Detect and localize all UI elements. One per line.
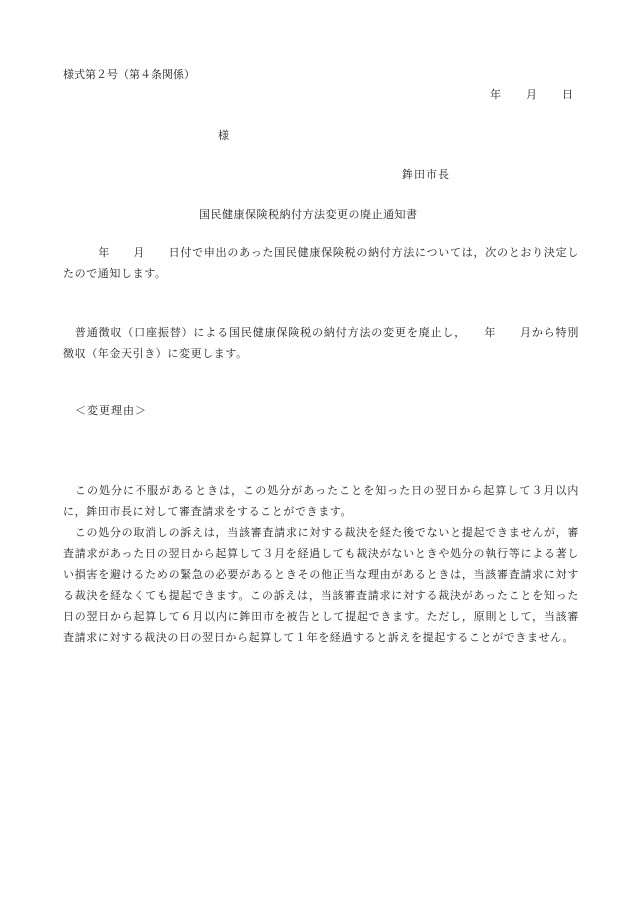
notice-paragraph-1: この処分に不服があるときは，この処分があったことを知った日の翌日から起算して３月以内に，鉾田市長に対して審査請求をすることができます。 <box>63 484 579 518</box>
date-line: 年 月 日 <box>490 88 574 101</box>
addressee-suffix: 様 <box>218 129 229 142</box>
sender-name: 鉾田市長 <box>402 168 450 181</box>
reason-heading: ＜変更理由＞ <box>75 404 147 417</box>
form-label: 様式第２号（第４条関係） <box>63 68 195 81</box>
decision-paragraph: 普通徴収（口座振替）による国民健康保険税の納付方法の変更を廃止し， 年 月から特別徴収（年金天引き）に変更します。 <box>63 326 579 360</box>
notice-paragraph-2: この処分の取消しの訴えは，当該審査請求に対する裁決を経た後でないと提起できませんが，審査請求があった日の翌日から起算して３月を経過しても裁決がないときや処分の執行等による著しい損害を避けるための緊急の必要があるときその他正当な理由があるときは，当該審査請求に対する裁決を経なくても提起できます。この訴えは，当該審査請求に対する裁決があったことを知った日の翌日から起算して６月以内に鉾田市を被告として提起できます。ただし，原則として，当該審査請求に対する裁決の日の翌日から起算して１年を経過すると訴えを提起することができません。 <box>63 526 579 644</box>
intro-paragraph: 年 月 日付で申出のあった国民健康保険税の納付方法については，次のとおり決定したので通知します。 <box>63 246 579 280</box>
document-title: 国民健康保険税納付方法変更の廃止通知書 <box>199 208 418 221</box>
